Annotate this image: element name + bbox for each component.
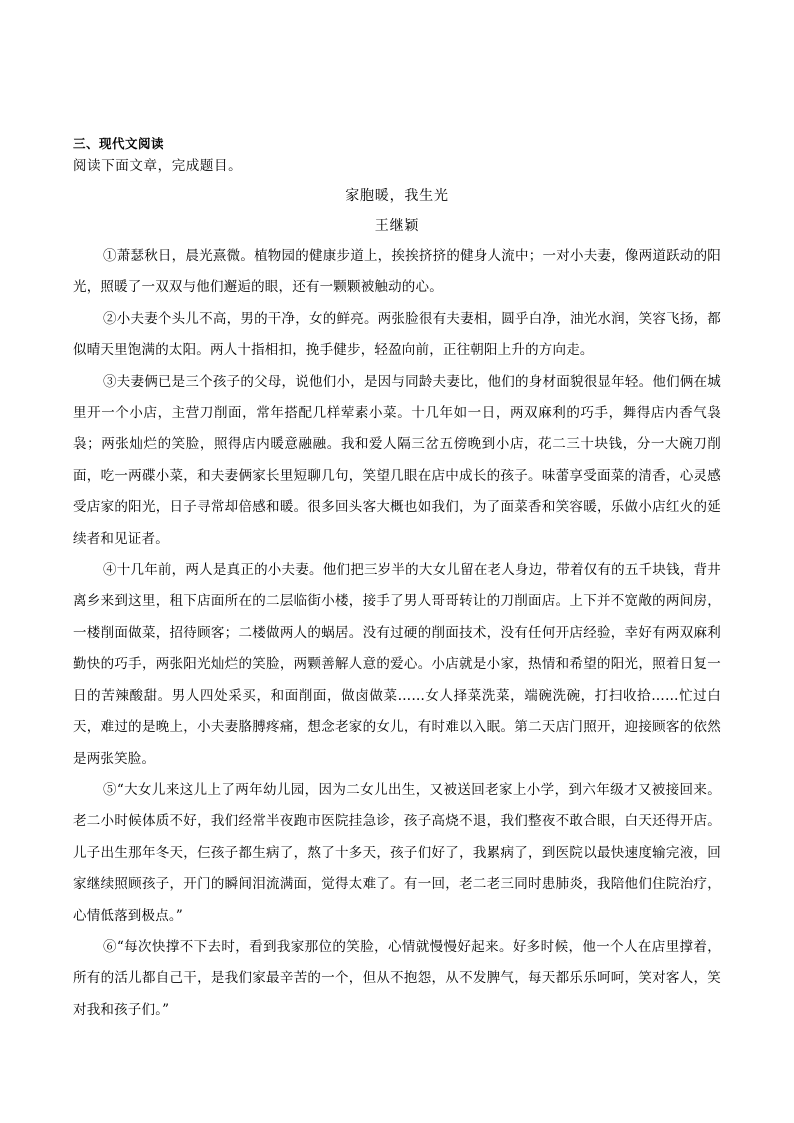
paragraph-5: ⑤“大女儿来这儿上了两年幼儿园，因为二女儿出生，又被送回老家上小学，到六年级才又被接回来。老二小时候体质不好，我们经常半夜跑市医院挂急诊，孩子高烧不退，我们整夜不敢合眼，白天还得开店。儿子出生那年冬天，仨孩子都生病了，熬了十多天，孩子们好了，我累病了，到医院以最快速度输完液，回家继续照顾孩子，开门的瞬间泪流满面，觉得太难了。有一回，老二老三同时患肺炎，我陪他们住院治疗，心情低落到极点。” bbox=[73, 781, 721, 924]
paragraph-3: ③夫妻俩已是三个孩子的父母，说他们小，是因与同龄夫妻比，他们的身材面貌很显年轻。他们俩在城里开一个小店，主营刀削面，常年搭配几样荤素小菜。十几年如一日，两双麻利的巧手，舞得店内香气袅袅；两张灿烂的笑脸，照得店内暖意融融。我和爱人隔三岔五傍晚到小店，花二三十块钱，分一大碗刀削面，吃一两碟小菜，和夫妻俩家长里短聊几句，笑望几眼在店中成长的孩子。味蕾享受面菜的清香，心灵感受店家的阳光，日子寻常却倍感和暖。很多回头客大概也如我们，为了面菜香和笑容暖，乐做小店红火的延续者和见证者。 bbox=[73, 373, 721, 547]
paragraph-2: ②小夫妻个头儿不高，男的干净，女的鲜亮。两张脸很有夫妻相，圆乎白净，油光水润，笑容飞扬，都似晴天里饱满的太阳。两人十指相扣，挽手健步，轻盈向前，正往朝阳上升的方向走。 bbox=[73, 310, 721, 359]
paragraph-4: ④十几年前，两人是真正的小夫妻。他们把三岁半的大女儿留在老人身边，带着仅有的五千块钱，背井离乡来到这里，租下店面所在的二层临街小楼，接手了男人哥哥转让的刀削面店。上下并不宽敞的两间房，一楼削面做菜，招待顾客；二楼做两人的蜗居。没有过硬的削面技术，没有任何开店经验，幸好有两双麻利勤快的巧手，两张阳光灿烂的笑脸，两颗善解人意的爱心。小店就是小家，热情和希望的阳光，照着日复一日的苦辣酸甜。男人四处采买，和面削面，做卤做菜……女人择菜洗菜，端碗洗碗，打扫收拾……忙过白天，难过的是晚上，小夫妻胳膊疼痛，想念老家的女儿，有时难以入眠。第二天店门照开，迎接顾客的依然是两张笑脸。 bbox=[73, 562, 721, 767]
document-content bbox=[73, 134, 721, 1026]
paragraph-1: ①萧瑟秋日，晨光熹微。植物园的健康步道上，挨挨挤挤的健身人流中；一对小夫妻，像两道跃动的阳光，照暖了一双双与他们邂逅的眼，还有一颗颗被触动的心。 bbox=[73, 248, 721, 296]
article-title: 家胞暖，我生光 bbox=[345, 188, 449, 204]
article-author: 王继颖 bbox=[374, 218, 420, 234]
section-heading: 三、现代文阅读 bbox=[73, 136, 165, 151]
paragraph-6: ⑥“每次快撑不下去时，看到我家那位的笑脸，心情就慢慢好起来。好多时候，他一个人在店里撑着，所有的活儿都自己干，是我们家最辛苦的一个，但从不抱怨，从不发脾气，每天都乐乐呵呵，笑对客人，笑对我和孩子们。” bbox=[73, 938, 721, 1018]
reading-instruction: 阅读下面文章，完成题目。 bbox=[73, 158, 243, 174]
